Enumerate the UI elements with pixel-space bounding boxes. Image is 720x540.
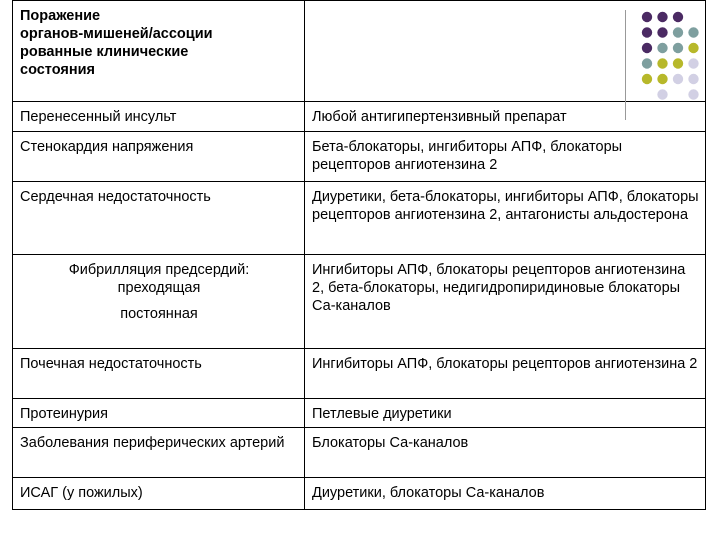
therapy-cell: Ингибиторы АПФ, блокаторы рецепторов ангиотензина 2, бета-блокаторы, недигидропиридиновые блокаторы Са-каналов xyxy=(305,255,706,349)
condition-cell: Протеинурия xyxy=(13,399,305,428)
table-row xyxy=(13,255,706,349)
condition-cell: Заболевания периферических артерий xyxy=(13,428,305,478)
therapy-cell: Петлевые диуретики xyxy=(305,399,706,428)
therapy-cell: Бета-блокаторы, ингибиторы АПФ, блокаторы рецепторов ангиотензина 2 xyxy=(305,132,706,182)
header-line: органов-мишеней/ассоции xyxy=(20,26,213,42)
header-line: состояния xyxy=(20,62,95,78)
header-line: рованные клинические xyxy=(20,44,189,60)
condition-cell xyxy=(13,255,305,349)
table-row xyxy=(13,132,706,182)
therapy-cell: Ингибиторы АПФ, блокаторы рецепторов ангиотензина 2 xyxy=(305,349,706,399)
therapy-cell: Диуретики, бета-блокаторы, ингибиторы АПФ, блокаторы рецепторов ангиотензина 2, антагонисты альдостерона xyxy=(305,182,706,255)
condition-cell: Перенесенный инсульт xyxy=(13,102,305,132)
table-row xyxy=(13,399,706,428)
header-cell-condition xyxy=(13,1,305,102)
condition-cell: Стенокардия напряжения xyxy=(13,132,305,182)
therapy-cell: Любой антигипертензивный препарат xyxy=(305,102,706,132)
table-row xyxy=(13,478,706,510)
condition-cell: ИСАГ (у пожилых) xyxy=(13,478,305,510)
header-cell-therapy xyxy=(305,1,706,102)
condition-cell: Сердечная недостаточность xyxy=(13,182,305,255)
table-header-row xyxy=(13,1,706,102)
table-row xyxy=(13,349,706,399)
decor-divider xyxy=(625,10,626,120)
condition-line: преходящая xyxy=(117,280,201,296)
therapy-table xyxy=(12,0,706,510)
therapy-cell: Диуретики, блокаторы Са-каналов xyxy=(305,478,706,510)
therapy-cell: Блокаторы Са-каналов xyxy=(305,428,706,478)
condition-line: постоянная xyxy=(120,306,198,322)
header-line: Поражение xyxy=(20,8,101,24)
condition-line: Фибрилляция предсердий: xyxy=(68,262,250,278)
condition-cell: Почечная недостаточность xyxy=(13,349,305,399)
table-row xyxy=(13,102,706,132)
table-row xyxy=(13,182,706,255)
table-row xyxy=(13,428,706,478)
